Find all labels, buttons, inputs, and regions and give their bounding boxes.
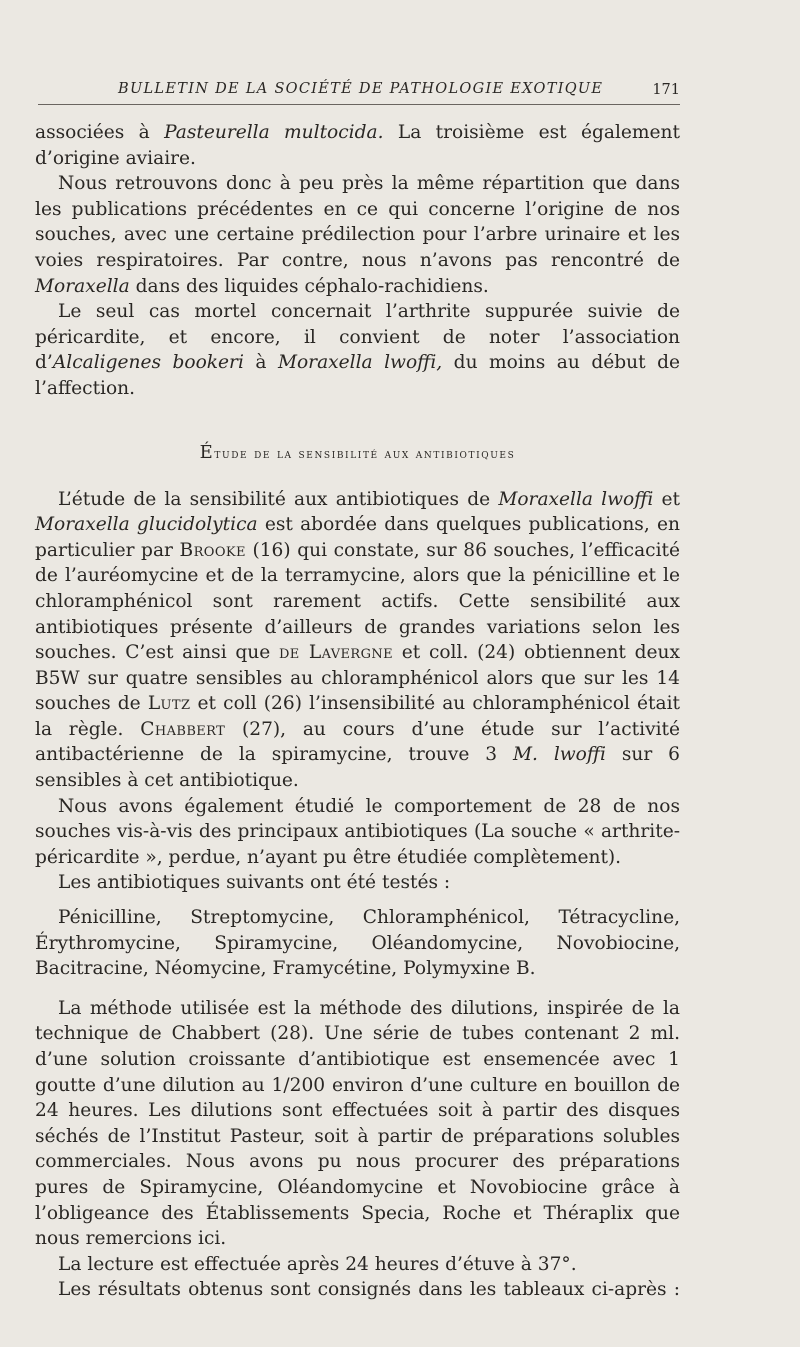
taxon-name: Alcaligenes bookeri: [52, 352, 244, 374]
text-run: (27), au cours d’une étude sur l’activité antibactérienne de la spiramycine, trouve 3: [35, 718, 680, 766]
text-run: associées à: [35, 122, 165, 143]
text-run: à: [243, 352, 278, 374]
text-run: et: [653, 488, 681, 510]
text-run: L’étude de la sensibilité aux antibiotiques de: [58, 488, 499, 510]
taxon-name: Moraxella lwoffi,: [277, 352, 443, 374]
text-run: dans des liquides céphalo-rachidiens.: [129, 275, 489, 297]
heading-text: tude de la sensibilité aux antibiotiques: [214, 445, 516, 462]
text-run: est abordée dans quelques publications, en particulier par: [35, 514, 680, 561]
text-run: et coll (26) l’insensibilité au chloramphénicol était la règle.: [35, 693, 680, 740]
paragraph-reading: La lecture est effectuée après 24 heures d’étuve à 37°.: [58, 1253, 577, 1275]
text-run: (16) qui constate, sur 86 souches, l’efficacité de l’auréomycine et de la terramycine, alors que la pénicilline et le chloramphénicol sont rarement actifs. Cette sensibilité aux antibiotiques présente d’ailleurs de grandes variations selon les souches. C’est ainsi que: [35, 539, 680, 664]
paragraph-tested-intro: Les antibiotiques suivants ont été testés :: [58, 872, 451, 894]
text-run: du moins au début de l’affection.: [35, 352, 680, 399]
paragraph-results: Les résultats obtenus sont consignés dans les tableaux ci-après :: [58, 1279, 680, 1301]
body-text: [35, 120, 680, 1303]
author-name: de Lavergne: [278, 642, 394, 664]
text-run: Nous retrouvons donc à peu près la même répartition que dans les publications précédentes en ce qui concerne l’origine de nos souches, avec une certaine prédilection pour l’arbre urinaire et les voies respiratoires. Par contre, nous n’avons pas rencontré de: [35, 173, 680, 271]
text-run: sur 6 sensibles à cet antibiotique.: [35, 744, 680, 792]
paragraph-method: La méthode utilisée est la méthode des dilutions, inspirée de la technique de Chabbert (28). Une série de tubes contenant 2 ml. d’une solution croissante d’antibiotique est ensemencée avec 1 goutte d’une dilution au 1/200 environ d’une culture en bouillon de 24 heures. Les dilutions sont effectuées soit à partir des disques séchés de l’Institut Pasteur, soit à partir de préparations solubles commerciales. Nous avons pu nous procurer des préparations pures de Spiramycine, Oléandomycine et Novobiocine grâce à l’obligeance des Établissements Specia, Roche et Théraplix que nous remercions ici.: [35, 997, 680, 1250]
taxon-name: Moraxella: [35, 275, 130, 297]
author-name: Brooke: [179, 539, 246, 561]
running-head: [38, 78, 680, 105]
section-heading: [35, 443, 680, 464]
author-name: Chabbert: [140, 718, 226, 740]
heading-initial: É: [199, 441, 215, 463]
taxon-name: Moraxella glucidolytica: [35, 514, 258, 536]
taxon-name: M. lwoffi: [512, 744, 606, 766]
text-run: La troisième est également d’origine aviaire.: [35, 122, 681, 169]
paragraph-our-strains: Nous avons également étudié le comportement de 28 de nos souches vis-à-vis des principaux antibiotiques (La souche « arthrite-péricardite », perdue, n’ayant pu être étudiée complètement).: [35, 795, 680, 868]
paragraph-fatal-case: [35, 299, 680, 401]
paragraph-literature: [35, 487, 680, 794]
running-title: BULLETIN DE LA SOCIÉTÉ DE PATHOLOGIE EXOTIQUE: [118, 81, 604, 97]
page-number: 171: [652, 82, 680, 98]
text-run: Le seul cas mortel concernait l’arthrite suppurée suivie de péricardite, et encore, il convient de noter l’association d’: [35, 301, 680, 374]
text-run: et coll. (24) obtiennent deux B5W sur quatre sensibles au chloramphénicol alors que sur les 14 souches de: [35, 642, 680, 715]
paragraph-origins: [35, 171, 680, 299]
taxon-name: Moraxella lwoffi: [498, 488, 654, 510]
author-name: Lutz: [147, 693, 191, 715]
paragraph-antibiotic-list: Pénicilline, Streptomycine, Chloramphénicol, Tétracycline, Érythromycine, Spiramycine, Oléandomycine, Novobiocine, Bacitracine, Néomycine, Framycétine, Polymyxine B.: [35, 907, 680, 980]
paragraph-continued: [35, 120, 680, 171]
taxon-name: Pasteurella multocida.: [164, 122, 384, 143]
